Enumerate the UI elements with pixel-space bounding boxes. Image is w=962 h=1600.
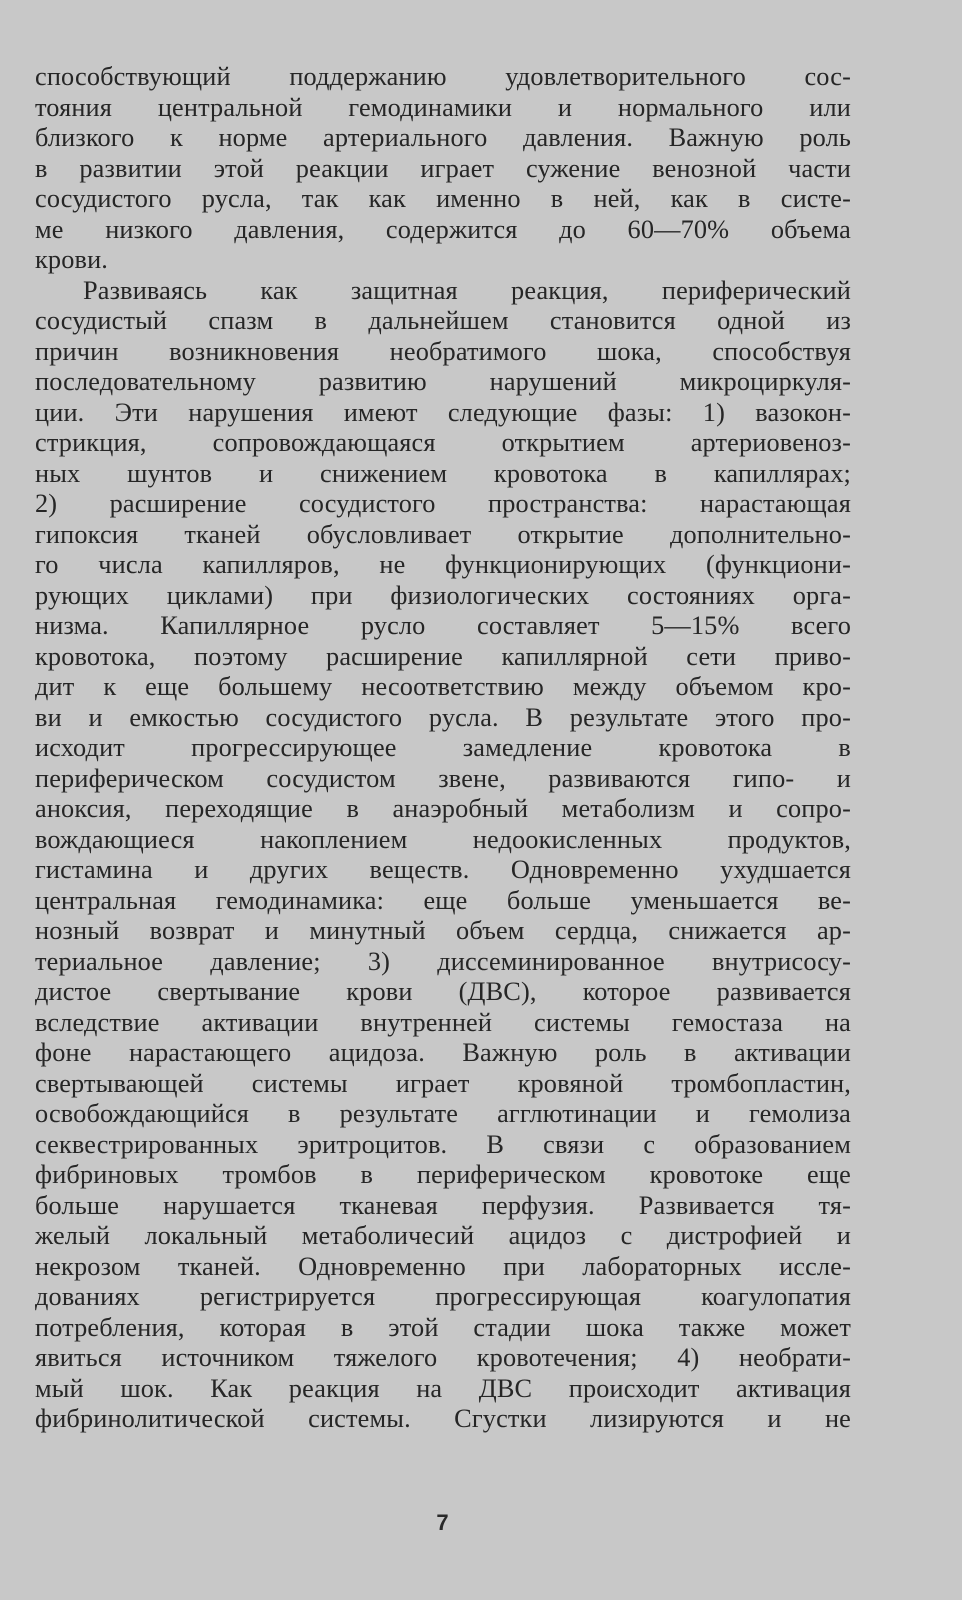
text-line: гистамина и других веществ. Одновременно ухудшается [35,855,851,884]
text-line: явиться источником тяжелого кровотечения; 4) необрати- [35,1343,851,1372]
text-line: желый локальный метаболичесий ацидоз с дистрофией и [35,1221,851,1250]
text-line: исходит прогрессирующее замедление кровотока в [35,733,851,762]
body-text [35,62,851,1435]
text-line: стрикция, сопровождающаяся открытием артериовеноз- [35,428,851,457]
text-line: способствующий поддержанию удовлетворительного сос- [35,62,851,91]
text-line: сосудистого русла, так как именно в ней, как в систе- [35,184,851,213]
text-line: вследствие активации внутренней системы гемостаза на [35,1007,851,1037]
text-line: фибринолитической системы. Сгустки лизируются и не [35,1404,851,1433]
text-line: секвестрированных эритроцитов. В связи с образованием [35,1129,851,1159]
text-line: аноксия, переходящие в анаэробный метаболизм и сопро- [35,794,851,823]
text-line: ме низкого давления, содержится до 60—70% объема [35,214,851,244]
text-line: причин возникновения необратимого шока, способствуя [35,336,851,366]
text-line: потребления, которая в этой стадии шока также может [35,1312,851,1342]
text-line: кровотока, поэтому расширение капиллярной сети приво- [35,641,851,671]
text-line: близкого к норме артериального давления. Важную роль [35,123,851,152]
page-number: 7 [436,1510,449,1535]
text-line: рующих циклами) при физиологических состояниях орга- [35,580,851,610]
text-line: освобождающийся в результате агглютинации и гемолиза [35,1099,851,1128]
text-line: низма. Капиллярное русло составляет 5—15% всего [35,611,851,640]
text-line: дованиях регистрируется прогрессирующая коагулопатия [35,1282,851,1311]
text-line: териальное давление; 3) диссеминированное внутрисосу- [35,946,851,976]
text-line: ных шунтов и снижением кровотока в капиллярах; [35,458,851,488]
text-line: дит к еще большему несоответствию между объемом кро- [35,672,851,701]
text-line: сосудистый спазм в дальнейшем становится одной из [35,306,851,335]
text-line: дистое свертывание крови (ДВС), которое развивается [35,977,851,1006]
paragraph-first-line: Развиваясь как защитная реакция, периферический [83,275,851,305]
text-line: крови. [35,245,109,274]
text-line: гипоксия тканей обусловливает открытие дополнительно- [35,519,851,549]
text-line: 2) расширение сосудистого пространства: нарастающая [35,489,851,518]
text-line: мый шок. Как реакция на ДВС происходит активация [35,1373,851,1403]
text-line: ции. Эти нарушения имеют следующие фазы: 1) вазокон- [35,397,851,427]
text-line: последовательному развитию нарушений микроциркуля- [35,367,851,396]
text-line: периферическом сосудистом звене, развиваются гипо- и [35,763,851,793]
text-line: ви и емкостью сосудистого русла. В результате этого про- [35,702,851,732]
text-line: свертывающей системы играет кровяной тромбопластин, [35,1068,851,1098]
text-line: фоне нарастающего ацидоза. Важную роль в активации [35,1038,851,1067]
text-line: в развитии этой реакции играет сужение венозной части [35,153,851,183]
text-line: некрозом тканей. Одновременно при лабораторных иссле- [35,1251,851,1281]
text-line: тояния центральной гемодинамики и нормального или [35,92,851,122]
text-line: фибриновых тромбов в периферическом кровотоке еще [35,1160,851,1189]
text-line: го числа капилляров, не функционирующих (функциони- [35,550,851,579]
text-line: больше нарушается тканевая перфузия. Развивается тя- [35,1190,851,1220]
text-line: центральная гемодинамика: еще больше уменьшается ве- [35,885,851,915]
text-line: вождающиеся накоплением недоокисленных продуктов, [35,824,851,854]
text-line: нозный возврат и минутный объем сердца, снижается ар- [35,916,851,945]
